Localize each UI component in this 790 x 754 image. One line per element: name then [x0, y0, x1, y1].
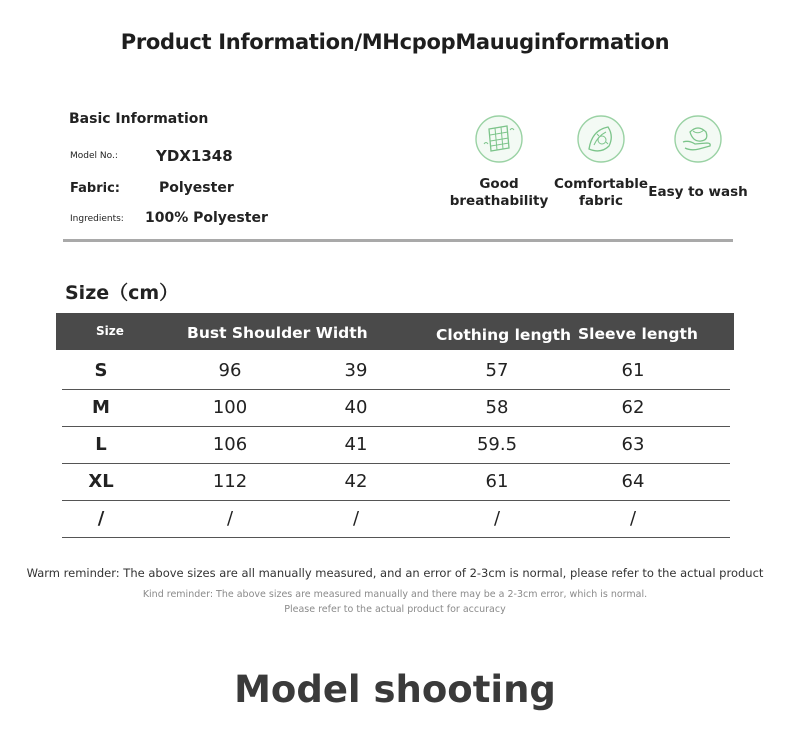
clothing-length-cell: 58 — [485, 397, 509, 418]
size-cell: L — [95, 434, 107, 455]
sleeve-length-cell: 63 — [621, 434, 645, 455]
size-cell: / — [97, 508, 105, 529]
feature-label-line2: breathability — [449, 193, 549, 209]
table-row — [62, 352, 730, 390]
clothing-length-cell: 61 — [485, 471, 509, 492]
bust-cell: / — [226, 508, 234, 529]
shoulder-cell: 42 — [344, 471, 368, 492]
column-header-size: Size — [96, 324, 124, 338]
size-cell: M — [92, 397, 110, 418]
section-divider — [63, 239, 733, 242]
model-shooting-title: Model shooting — [234, 668, 556, 711]
bust-cell: 96 — [218, 360, 242, 381]
shoulder-cell: / — [352, 508, 360, 529]
sleeve-length-cell: 62 — [621, 397, 645, 418]
feature-label-line2: fabric — [579, 193, 623, 209]
feature-easy-to-wash — [643, 114, 753, 201]
bust-cell: 112 — [212, 471, 248, 492]
model-value: YDX1348 — [156, 147, 233, 165]
hand-wash-icon — [673, 114, 723, 164]
column-header-sleeve-length: Sleeve length — [578, 325, 698, 343]
size-cell: S — [94, 360, 108, 381]
feature-label-line1: Good — [479, 176, 519, 192]
kind-reminder-line2: Please refer to the actual product for accuracy — [284, 604, 506, 615]
page-title: Product Information/MHcpopMauuginformation — [120, 30, 670, 54]
ingredients-value: 100% Polyester — [145, 210, 268, 226]
sleeve-length-cell: 64 — [621, 471, 645, 492]
shoulder-cell: 41 — [344, 434, 368, 455]
bust-cell: 106 — [212, 434, 248, 455]
kind-reminder-line1: Kind reminder: The above sizes are measured manually and there may be a 2-3cm error, which is normal. — [142, 589, 648, 600]
column-header-clothing-length: Clothing length — [436, 326, 572, 344]
table-row — [62, 426, 730, 464]
shoulder-cell: 39 — [344, 360, 368, 381]
clothing-length-cell: / — [493, 508, 501, 529]
sleeve-length-cell: 61 — [621, 360, 645, 381]
table-row — [62, 500, 730, 538]
clothing-length-cell: 59.5 — [476, 434, 518, 455]
warm-reminder: Warm reminder: The above sizes are all manually measured, and an error of 2-3cm is normal, please refer to the actual product — [26, 566, 764, 580]
size-heading: Size（cm） — [65, 282, 179, 304]
table-row — [62, 389, 730, 427]
breathable-fabric-icon — [474, 114, 524, 164]
size-cell: XL — [88, 471, 114, 492]
fabric-value: Polyester — [159, 180, 234, 196]
kind-reminder — [0, 587, 790, 617]
feature-label-line1: Easy to wash — [648, 184, 748, 200]
table-row — [62, 463, 730, 501]
feature-label-line1: Comfortable — [553, 176, 649, 192]
ingredients-label: Ingredients: — [70, 214, 124, 224]
size-table-header — [56, 313, 734, 350]
fabric-label: Fabric: — [70, 181, 120, 196]
feature-breathability — [444, 114, 554, 210]
shoulder-cell: 40 — [344, 397, 368, 418]
model-label: Model No.: — [70, 151, 118, 161]
bust-cell: 100 — [212, 397, 248, 418]
comfortable-fabric-icon — [576, 114, 626, 164]
column-header-bust-shoulder-width: Bust Shoulder Width — [187, 324, 368, 342]
clothing-length-cell: 57 — [485, 360, 509, 381]
sleeve-length-cell: / — [629, 508, 637, 529]
feature-comfortable-fabric — [546, 114, 656, 210]
basic-info-heading: Basic Information — [69, 111, 209, 127]
